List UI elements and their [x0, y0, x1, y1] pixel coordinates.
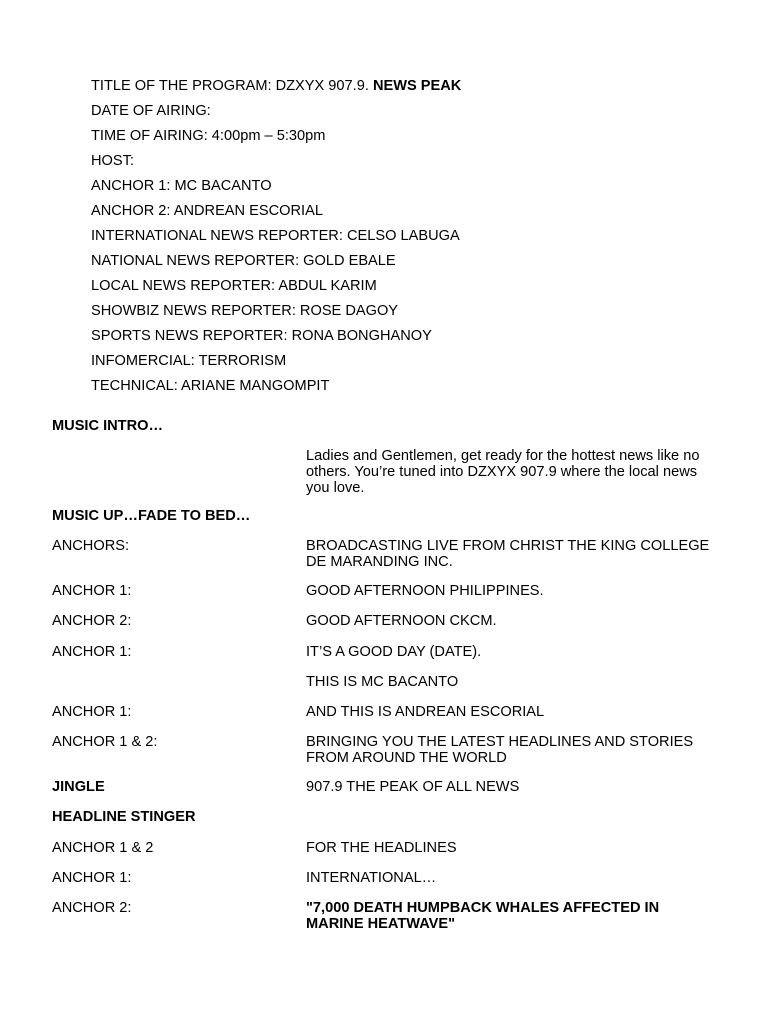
international-reporter: INTERNATIONAL NEWS REPORTER: CELSO LABUGA: [91, 228, 460, 244]
script-row: [52, 538, 732, 583]
speaker: ANCHOR 1 & 2: [52, 840, 154, 856]
script-row: [52, 644, 732, 674]
speaker: ANCHOR 2:: [52, 900, 132, 916]
line: THIS IS MC BACANTO: [306, 674, 459, 690]
program-title: TITLE OF THE PROGRAM: DZXYX 907.9. NEWS PEAK: [91, 78, 462, 94]
cue-music-up: MUSIC UP…FADE TO BED…: [52, 508, 251, 524]
script-row-headline: [52, 900, 732, 945]
line: INTERNATIONAL…: [306, 870, 437, 886]
local-reporter: LOCAL NEWS REPORTER: ABDUL KARIM: [91, 278, 377, 294]
time-of-airing: TIME OF AIRING: 4:00pm – 5:30pm: [91, 128, 326, 144]
speaker: ANCHOR 1:: [52, 644, 132, 660]
speaker: JINGLE: [52, 779, 105, 795]
sports-reporter: SPORTS NEWS REPORTER: RONA BONGHANOY: [91, 328, 432, 344]
line: 907.9 THE PEAK OF ALL NEWS: [306, 779, 520, 795]
intro-line: Ladies and Gentlemen, get ready for the hottest news like no others. You’re tuned into DZXYX 907.9 where the local news you love.: [306, 448, 700, 496]
script-row-headline-stinger: [52, 809, 732, 840]
speaker: ANCHOR 2:: [52, 613, 132, 629]
line: BRINGING YOU THE LATEST HEADLINES AND STORIES FROM AROUND THE WORLD: [306, 734, 694, 766]
host: HOST:: [91, 153, 134, 169]
line: IT’S A GOOD DAY (DATE).: [306, 644, 482, 660]
script-row-intro: [52, 448, 732, 508]
script-row-jingle: [52, 779, 732, 809]
program-name: NEWS PEAK: [372, 78, 462, 94]
anchor-1-credit: ANCHOR 1: MC BACANTO: [91, 178, 272, 194]
date-of-airing: DATE OF AIRING:: [91, 103, 211, 119]
script-row: [52, 583, 732, 613]
speaker: ANCHOR 1:: [52, 704, 132, 720]
technical: TECHNICAL: ARIANE MANGOMPIT: [91, 378, 330, 394]
cue-music-intro: MUSIC INTRO…: [52, 418, 164, 434]
speaker: ANCHOR 1:: [52, 583, 132, 599]
script-row: [52, 870, 732, 900]
infomercial: INFOMERCIAL: TERRORISM: [91, 353, 287, 369]
program-info: [91, 78, 731, 403]
national-reporter: NATIONAL NEWS REPORTER: GOLD EBALE: [91, 253, 396, 269]
script-row: [52, 674, 732, 704]
script-body: [52, 418, 732, 945]
headline: "7,000 DEATH HUMPBACK WHALES AFFECTED IN MARINE HEATWAVE": [306, 900, 660, 932]
line: BROADCASTING LIVE FROM CHRIST THE KING COLLEGE DE MARANDING INC.: [306, 538, 710, 570]
line: GOOD AFTERNOON PHILIPPINES.: [306, 583, 544, 599]
showbiz-reporter: SHOWBIZ NEWS REPORTER: ROSE DAGOY: [91, 303, 399, 319]
line: AND THIS IS ANDREAN ESCORIAL: [306, 704, 545, 720]
line: FOR THE HEADLINES: [306, 840, 457, 856]
script-row: [52, 840, 732, 870]
script-row: [52, 734, 732, 779]
anchor-2-credit: ANCHOR 2: ANDREAN ESCORIAL: [91, 203, 323, 219]
speaker: HEADLINE STINGER: [52, 809, 196, 825]
script-row: [52, 704, 732, 734]
script-row-music-up: [52, 508, 732, 538]
speaker: ANCHORS:: [52, 538, 130, 554]
speaker: ANCHOR 1:: [52, 870, 132, 886]
line: GOOD AFTERNOON CKCM.: [306, 613, 497, 629]
speaker: ANCHOR 1 & 2:: [52, 734, 158, 750]
script-row-music-intro: [52, 418, 732, 448]
script-row: [52, 613, 732, 644]
